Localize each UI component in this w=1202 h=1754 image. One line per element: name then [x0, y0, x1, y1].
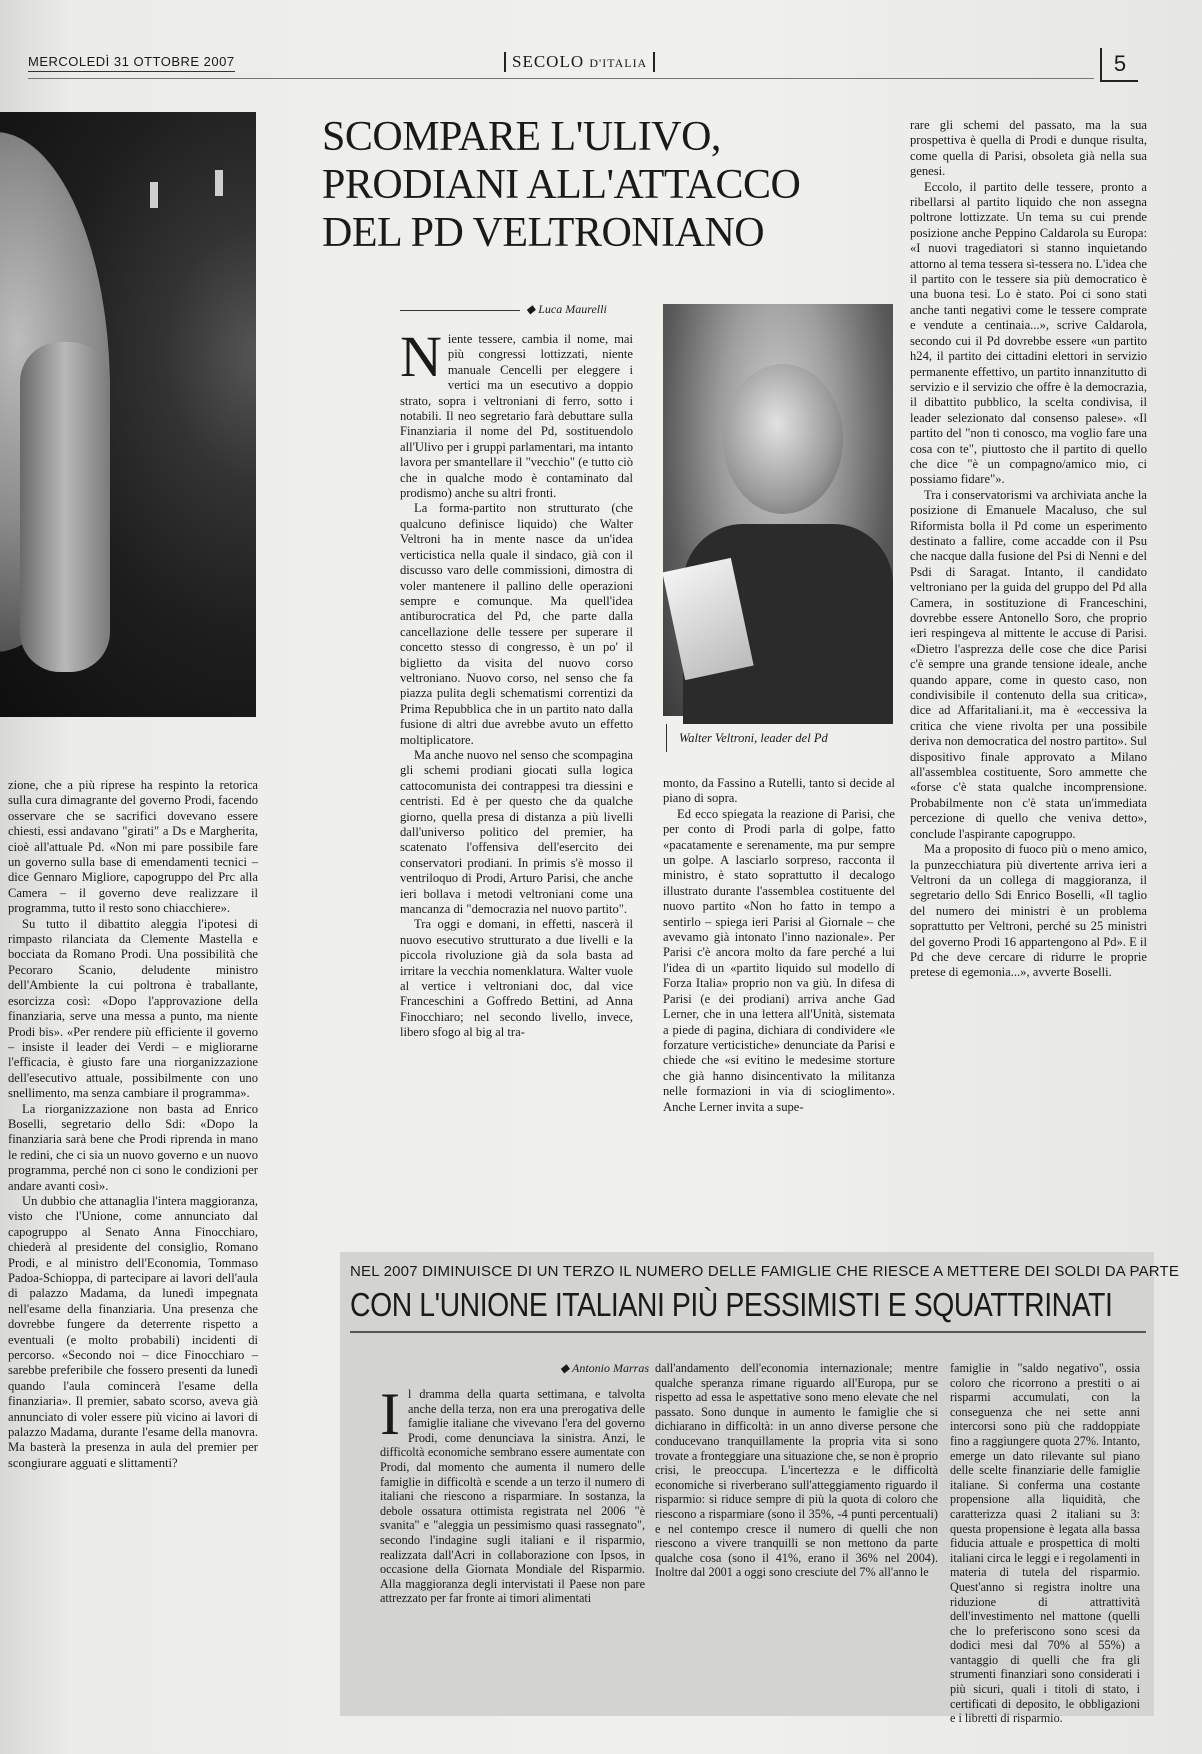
byline-author: Luca Maurelli [538, 302, 607, 316]
header-rule [28, 78, 1094, 79]
box-column-1 [380, 1381, 645, 1705]
paragraph: zione, che a più riprese ha respinto la retorica sulla cura dimagrante del governo Prodi, facendo osservare che se sacrifici dovevano essere chiesti, essi andavano "girati" a Ds e Margherita, cioè all'attuale Pd. «Non mi pare possibile fare un governo sulla base di emendamenti tecnici – dice Gennaro Migliore, capogruppo del Prc alla Camera – il governo deve realizzare il programma, tutto il resto sono chiacchiere». [8, 778, 258, 916]
byline-rule [400, 310, 520, 311]
left-photo-lamp [150, 182, 158, 208]
paragraph: dall'andamento dell'economia internazionale; mentre qualche speranza rimane riguardo all'Europa, pur se rispetto ad essa le aspettative sono meno elevate che nel passato. Sono dunque in aumento le famiglie che si dichiarano in difficoltà: in un anno diverse persone che conducevano tranquillamente la propria vita si sono trovate a fronteggiare una situazione che, se non è proprio crisi, le preoccupa. L'incertezza e le difficoltà economiche si riverberano sull'atteggiamento riguardo il risparmio: si riduce sempre di più la quota di coloro che riescono a risparmiare (sono il 35%, -4 punti percentuali) e nel contempo cresce il numero di quelli che non riescono a vivere tranquilli se non mettono da parte qualche cosa (sono il 41%, erano il 36% nel 2004). Inoltre dal 2001 a oggi sono cresciute del 7% all'anno le [655, 1361, 938, 1580]
paragraph: Tra i conservatorismi va archiviata anche la posizione di Emanuele Macaluso, che sul Riformista bolla il Pd come un esperimento destinato a fallire, come accadde con il Psu che nacque dalla fusione del Psi di Nenni e del Psdi di Saragat. Intanto, il candidato veltroniano per la guida del gruppo del Pd alla Camera, in sostituzione di Franceschini, dovrebbe essere Antonello Soro, che proprio ieri respingeva al mittente le accuse di Parisi. «Dietro l'asprezza delle cose che dice Parisi c'è sempre una grande tensione ideale, anche quando appare, come in questo caso, non condivisibile il contenuto della sua critica», dice ad Affaritaliani.it, ma è «eccessiva la critica che viene rivolta per una possibile deriva non democratica del nostro partito». Sul dispositivo finale approvato a Milano all'assemblea costituente, Soro ammette che «forse c'è stata qualche incomprensione. Probabilmente non c'è stata un'immediata percezione di quello che veniva detto», conclude l'aspirante capogruppo. [910, 487, 1147, 841]
paragraph: Ma anche nuovo nel senso che scompagina gli schemi prodiani giocati sulla logica cattocomunista dei contrappesi tra diessini e centristi. Ed è per questo che da qualche giorno, quella presa di distanza a più livelli dall'universo politico del premier, ha scatenato l'offensiva dell'esercito dei conservatori prodiani. In primis s'è mosso il ventriloquo di Prodi, Arturo Parisi, che anche ieri bollava i metodi veltroniani come una mancanza di "democrazia nel nuovo partito". [400, 747, 633, 917]
header-masthead [504, 52, 655, 72]
box-title: CON L'UNIONE ITALIANI PIÙ PESSIMISTI E SQUATTRINATI [350, 1286, 1113, 1323]
title-line: PRODIANI ALL'ATTACCO [322, 162, 801, 208]
page-header [28, 48, 1138, 92]
header-date: MERCOLEDÌ 31 OTTOBRE 2007 [28, 54, 235, 72]
photo-head [723, 364, 843, 514]
paragraph: famiglie in "saldo negativo", ossia coloro che ricorrono a prestiti o ai risparmi accumulati, con la conseguenza che nei sette anni intercorsi sono più che raddoppiate fino a raggiungere quota 27%. Intanto, emerge un dato rilevante sul piano delle scelte finanziarie delle famiglie italiane. Si conferma una costante propensione alla liquidità, che caratterizza quasi 2 italiani su 3: questa propensione è legata alla bassa fiducia attuale e prospettica di molti italiani circa le leggi e i regolamenti in materia di tutela del risparmio. Quest'anno si registra inoltre una riduzione di attrattività dell'investimento nel mattone (quelli che lo preferiscono sono scesi da dodici mesi dal 70% al 55%) a vantaggio di quelli che fra gli strumenti finanziari sono considerati i più sicuri, quali i titoli di stato, i certificati di deposito, le obbligazioni e i libretti di risparmio. [950, 1361, 1140, 1726]
paragraph: Ed ecco spiegata la reazione di Parisi, che per conto di Prodi parla di golpe, fatto «pacatamente e serenamente, ma pur sempre un golpe. A lasciarlo sorpreso, racconta il ministro, è stato soprattutto il decalogo illustrato durante l'assemblea costituente del nuovo partito «Non ho fatto in tempo a sentirlo – spiega ieri Parisi al Giornale – che avevamo già intonato l'inno nazionale». Per Parisi c'è ancora molto da fare perché a lui l'idea di un «partito liquido sul modello di Forza Italia» proprio non va giù. In difesa di Parisi (e dei prodiani) arriva anche Gad Lerner, che in una lettera all'Unità, sistemata a piede di pagina, dichiara di condividere «le forzature verticistiche» denunciate da Parisi e chiede che «si evitino le medesime storture che già hanno disincentivato la militanza nelle formazioni in via di scioglimento». Anche Lerner invita a supe- [663, 806, 895, 1114]
left-photo-lamp [215, 170, 223, 196]
page-number: 5 [1100, 48, 1138, 82]
paragraph: iente tessere, cambia il nome, mai più congressi lottizzati, niente manuale Cencelli per eleggere i vertici ma un esecutivo a doppio strato, sopra i veltroniani di ferro, sotto i notabili. Il neo segretario farà debuttare sulla Finanziaria il nome del Pd, sostituendolo all'Ulivo per i gruppi parlamentari, ma intanto lavora per smantellare il "vecchio" (e tutto ciò che in qualche modo è contaminato dal prodismo) anche su altri fronti. [400, 332, 633, 501]
box-byline-author: Antonio Marras [572, 1361, 650, 1375]
article-column-2 [663, 776, 895, 1196]
paragraph: La riorganizzazione non basta ad Enrico Boselli, segretario dello Sdi: «Dopo la finanziaria sarà bene che Prodi riprenda in mano le redini, che ci sia un nuovo governo e un nuovo programma, perché non ci sono le condizioni per andare avanti così». [8, 1101, 258, 1193]
paragraph: Eccolo, il partito delle tessere, pronto a ribellarsi al partito liquido che non assegna poltrone lottizzate. Un tema su cui prende posizione anche Peppino Caldarola su Europa: «I nuovi tragediatori si stanno inquietando attorno al tema tessera sì-tessera no. L'idea che il partito con le tessere sia più democratico è una buona tesi. Lo è stato. Poi ci sono stati anche tanti negativi come le tessere comprate e vendute a centinaia...», scrive Caldarola, secondo cui il Pd dovrebbe essere «un partito h24, il partito dei cittadini elettori in servizio permanente effettivo, un partito innanzitutto di servizio e il servizio che offre è la democrazia, il dibattito pubblico, la scelta condivisa, il leader selezionato dal consenso palese». «Il partito del "non ti conosco, ma voglio fare una cosa con te", piuttosto che il partito di quello che dice "è un compagno/amico mio, ci possiamo fidare"». [910, 179, 1147, 487]
left-photo-hand [20, 342, 110, 672]
title-line: SCOMPARE L'ULIVO, [322, 114, 721, 160]
article-title [322, 113, 862, 257]
box-byline: ◆ Antonio Marras [560, 1361, 650, 1375]
left-photo [0, 112, 256, 717]
paragraph: La forma-partito non strutturato (che qualcuno definisce liquido) che Walter Veltroni ha in mente nasce da un'idea verticistica nella quale il sindaco, già con il discusso varo delle commissioni, dimostra di voler mantenere il pallino delle operazioni sempre e comunque. Ma quell'idea antiburocratica del Pd, che parte dalla cancellazione delle tessere per superare il concetto stesso di congresso, è un po' il biglietto da visita del nuovo corso veltroniano. Nuovo corso, nel senso che fa piazza pulita degli schematismi correntizi da Prima Repubblica che in un partito nato dalla fusione di altri due avrebbe avuto un effetto moltiplicatore. [400, 501, 633, 747]
paragraph: Ma a proposito di fuoco più o meno amico, la punzecchiatura più divertente arriva ieri a Veltroni da un collega di maggioranza, il segretario dello Sdi Enrico Boselli, «Il taglio del numero dei ministri è un problema soprattutto per Veltroni, perché su 25 ministri del governo Prodi 16 appartengono al Pd». E il Pd che deve cercare di ridurre le proprie pretese di egemonia...», avverte Boselli. [910, 842, 1147, 980]
article-byline: ◆ Luca Maurelli [400, 302, 607, 317]
box-column-3 [950, 1361, 1140, 1726]
paragraph: Tra oggi e domani, in effetti, nascerà il nuovo esecutivo strutturato a due livelli e la piccola rivoluzione già da sola basta ad irritare la vecchia nomenklatura. Walter vuole al vertice i veltroniani doc, dal vice Franceschini a Goffredo Bettini, ad Anna Finocchiaro; nel secondo livello, invece, libero sfogo al big al tra- [400, 917, 633, 1040]
paragraph: Un dubbio che attanaglia l'intera maggioranza, visto che l'Unione, come annunciato dal capogruppo al Senato Anna Finocchiaro, chiederà al presidente del consiglio, Romano Prodi, e al ministro dell'Economia, Tommaso Padoa-Schioppa, di partecipare ai lavori dell'aula di palazzo Madama, da lunedì impegnata nell'esame della finanziaria. Una presenza che dovrebbe fungere da deterrente rispetto a eventuali (e molto probabili) incidenti di percorso. «Secondo noi – dice Finocchiaro – sarebbe preferibile che fossero presenti da lunedì quando l'aula comincerà l'esame della finanziaria». Il premier, sabato scorso, aveva già annunciato di voler essere più vicino ai lavori di palazzo Madama, durante l'esame della manovra. Ma basterà la presenza in aula del premier per scongiurare agguati e slittamenti? [8, 1193, 258, 1470]
masthead-suffix: D'ITALIA [589, 56, 648, 70]
dropcap: N [400, 324, 442, 389]
masthead-name: SECOLO [512, 52, 585, 71]
paragraph: Su tutto il dibattito aleggia l'ipotesi di rimpasto rilanciata da Clemente Mastella e bocciata da Romano Prodi. Una possibilità che Pecoraro Scanio, deludente ministro dell'Ambiente la cui poltrona è traballante, esorcizza così: «Dopo l'approvazione della finanziaria, serve una messa a punto, ma niente Prodi bis». «Per rendere più efficiente il governo – insiste il leader dei Verdi – e migliorarne l'efficacia, è giusto fare una riorganizzazione dell'esecutivo attuale, possibilmente con uno snellimento, ma senza cambiare il programma». [8, 916, 258, 1101]
left-article-column [8, 778, 258, 1718]
box-kicker: NEL 2007 DIMINUISCE DI UN TERZO IL NUMERO DELLE FAMIGLIE CHE RIESCE A METTERE DEI SOLDI DA PARTE [350, 1263, 1180, 1280]
title-line: DEL PD VELTRONIANO [322, 210, 765, 256]
photo-caption: Walter Veltroni, leader del Pd [666, 724, 905, 752]
paragraph: l dramma della quarta settimana, e talvolta anche della terza, non era una prerogativa delle famiglie italiane che vivevano l'era del governo Prodi, come denunciava la sinistra. Anzi, le difficoltà economiche sembrano essere aumentate con Prodi, dal momento che aumenta il numero delle famiglie in difficoltà e scende a un terzo il numero di italiani che riescono a risparmiare. In sostanza, la debole ossatura ottimista registrata nel 2006 "è svanita" e "aleggia un pessimismo quasi rassegnato", secondo l'indagine sugli italiani e il risparmio, realizzata dall'Acri in collaborazione con Ipsos, in occasione della Giornata Mondiale del Risparmio. Alla maggioranza degli intervistati il Paese non pare attrezzato per far fronte ai timori alimentati [380, 1387, 645, 1606]
veltroni-photo [663, 304, 893, 716]
paragraph: rare gli schemi del passato, ma la sua prospettiva è quella di Prodi e dunque risulta, come quella di Parisi, obsoleta già nella sua genesi. [910, 118, 1147, 179]
article-column-1 [400, 324, 633, 1280]
article-column-3 [910, 118, 1147, 1198]
box-dropcap: I [380, 1381, 400, 1447]
box-rule [350, 1331, 1146, 1333]
paragraph: monto, da Fassino a Rutelli, tanto si decide al piano di sopra. [663, 776, 895, 806]
box-column-2 [655, 1361, 938, 1705]
